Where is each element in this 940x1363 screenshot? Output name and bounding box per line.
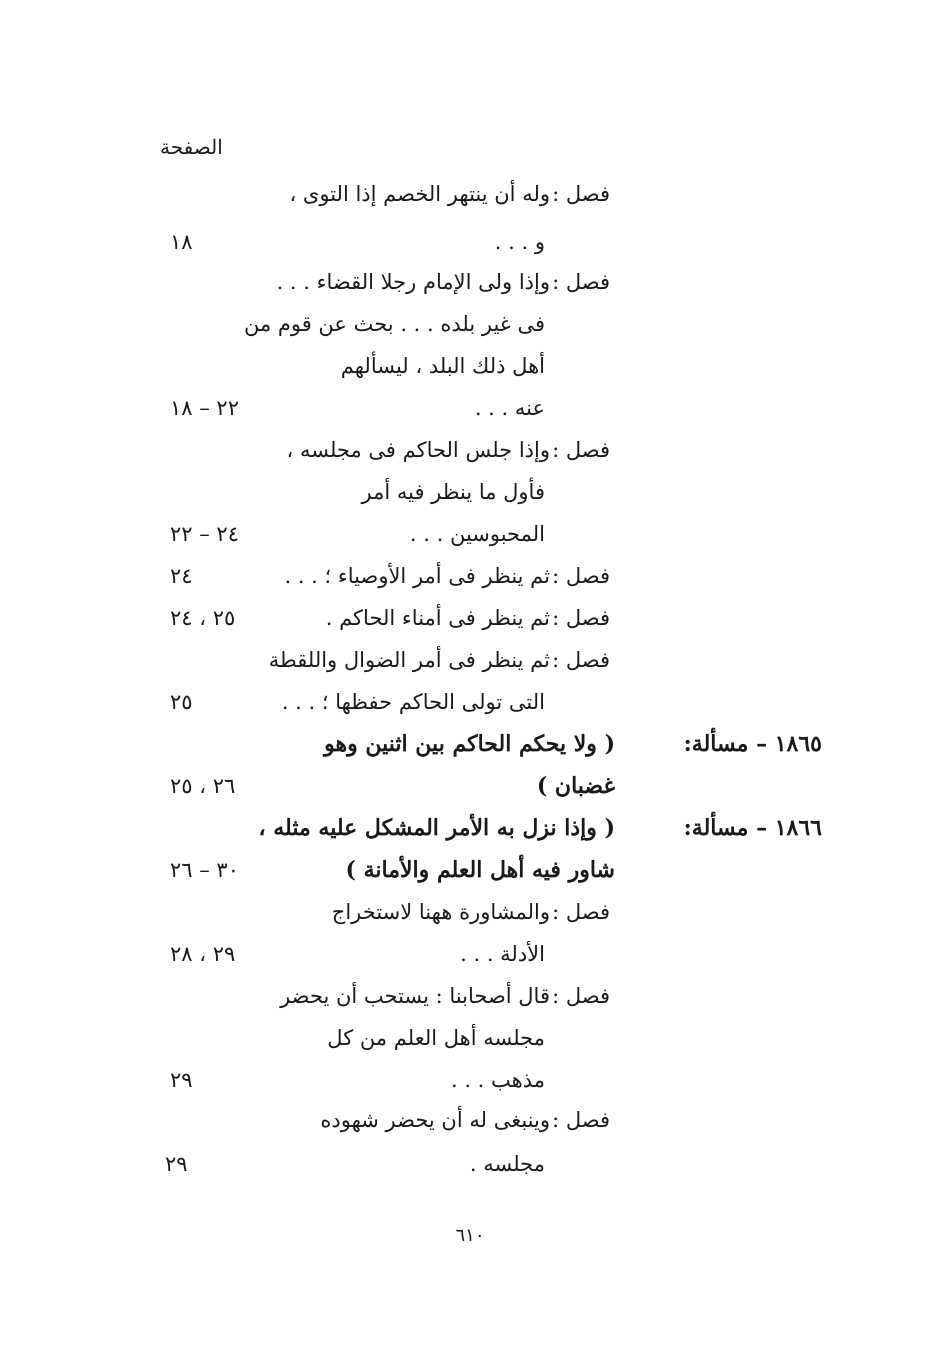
page-reference: ٢٥ ، ٢٤ — [170, 606, 236, 630]
issue-text: ( ولا يحكم الحاكم بين اثنين وهو — [324, 731, 615, 757]
entry-text: مجلسه أهل العلم من كل — [327, 1026, 545, 1050]
entry-text: التى تولى الحاكم حفظها ؛ . . . — [281, 690, 545, 714]
page-reference: ٢٩ — [170, 1068, 193, 1092]
section-label: فصل : — [552, 438, 610, 462]
page-reference: ٢٤ — [170, 564, 193, 588]
section-label: فصل : — [552, 1108, 610, 1132]
page-reference: ٢٤ – ٢٢ — [170, 522, 239, 546]
issue-text: شاور فيه أهل العلم والأمانة ) — [345, 857, 615, 883]
issue-number-label: ١٨٦٥ – مسألة: — [683, 731, 822, 757]
issue-number-label: ١٨٦٦ – مسألة: — [683, 815, 822, 841]
entry-text: ثم ينظر فى أمر الضوال واللقطة — [268, 648, 550, 672]
entry-text: مجلسه . — [469, 1152, 545, 1176]
section-label: فصل : — [552, 182, 610, 206]
page-number: ٦١٠ — [455, 1225, 485, 1246]
section-label: فصل : — [552, 984, 610, 1008]
issue-text: غضبان ) — [536, 773, 615, 799]
issue-text: ( وإذا نزل به الأمر المشكل عليه مثله ، — [258, 815, 615, 841]
page-reference: ٢٩ ، ٢٨ — [170, 942, 236, 966]
entry-text: وإذا جلس الحاكم فى مجلسه ، — [286, 438, 550, 462]
section-label: فصل : — [552, 606, 610, 630]
entry-text: قال أصحابنا : يستحب أن يحضر — [280, 984, 550, 1008]
entry-text: أهل ذلك البلد ، ليسألهم — [340, 354, 545, 378]
entry-text: و . . . — [494, 230, 545, 254]
page-reference: ٣٠ – ٢٦ — [170, 858, 239, 882]
section-label: فصل : — [552, 648, 610, 672]
page-reference: ٢٩ — [165, 1152, 188, 1176]
entry-text: والمشاورة ههنا لاستخراج — [331, 900, 550, 924]
page-reference: ٢٢ – ١٨ — [170, 396, 239, 420]
entry-text: مذهب . . . — [450, 1068, 545, 1092]
entry-text: ثم ينظر فى أمر الأوصياء ؛ . . . — [284, 564, 550, 588]
page-reference: ١٨ — [170, 230, 193, 254]
entry-text: فأول ما ينظر فيه أمر — [361, 480, 545, 504]
section-label: فصل : — [552, 900, 610, 924]
entry-text: وينبغى له أن يحضر شهوده — [320, 1108, 550, 1132]
entry-text: وله أن ينتهر الخصم إذا التوى ، — [289, 182, 550, 206]
entry-text: ثم ينظر فى أمناء الحاكم . — [325, 606, 550, 630]
entry-text: عنه . . . — [474, 396, 545, 420]
page-column-heading: الصفحة — [160, 135, 223, 159]
entry-text: فى غير بلده . . . بحث عن قوم من — [243, 312, 545, 336]
section-label: فصل : — [552, 270, 610, 294]
section-label: فصل : — [552, 564, 610, 588]
page-reference: ٢٥ — [170, 690, 193, 714]
entry-text: وإذا ولى الإمام رجلا القضاء . . . — [276, 270, 550, 294]
entry-text: المحبوسين . . . — [409, 522, 545, 546]
entry-text: الأدلة . . . — [460, 942, 545, 966]
page-reference: ٢٦ ، ٢٥ — [170, 774, 236, 798]
